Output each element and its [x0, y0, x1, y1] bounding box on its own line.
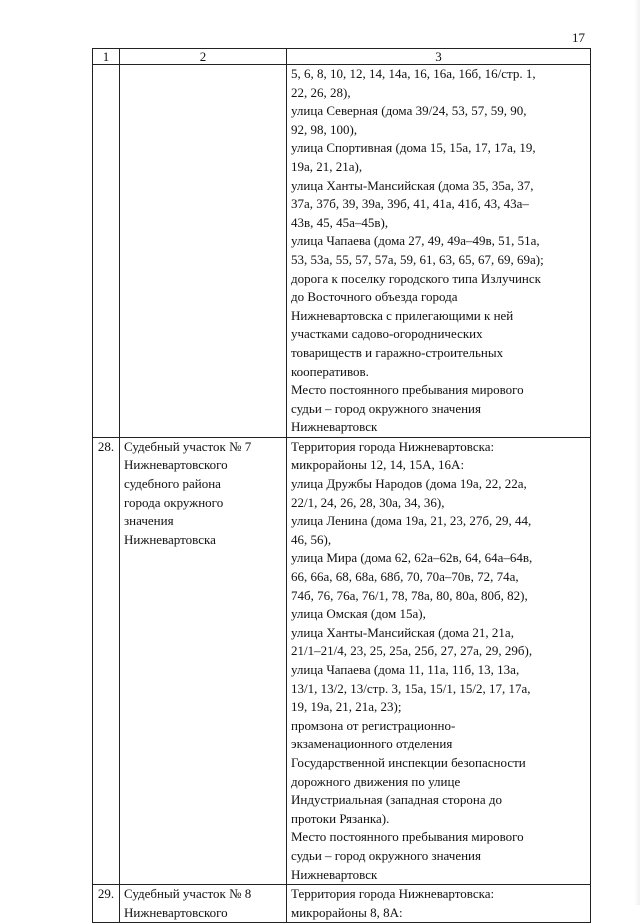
text-line: города окружного	[124, 494, 224, 510]
text-line: участками садово-огороднических	[291, 326, 483, 342]
text-line: экзаменационного отделения	[291, 736, 453, 752]
text-line: Нижневартовск	[291, 866, 378, 882]
text-line: микрорайоны 12, 14, 15А, 16А:	[291, 457, 465, 473]
text-line: кооперативов.	[291, 363, 369, 379]
text-line: Нижневартовского	[124, 904, 228, 920]
page-number: 17	[572, 30, 585, 45]
text-line: 19а, 21, 21а),	[291, 158, 363, 174]
text-line: 43в, 45, 45а–45в),	[291, 214, 389, 230]
header-col-2: 2	[120, 49, 287, 65]
text-line: Место постоянного пребывания мирового	[291, 829, 524, 845]
text-line: 13/1, 13/2, 13/стр. 3, 15а, 15/1, 15/2, 17, 17а,	[291, 680, 531, 696]
text-line: улица Мира (дома 62, 62а–62в, 64, 64а–64в,	[291, 550, 533, 566]
text-line: 74б, 76, 76а, 76/1, 78, 78а, 80, 80а, 80б, 82),	[291, 587, 528, 603]
text-line: 19, 19а, 21, 21а, 23);	[291, 699, 402, 715]
text-line: 92, 98, 100),	[291, 121, 358, 137]
district-name	[120, 885, 287, 923]
text-line: Судебный участок № 7	[124, 438, 252, 454]
row-number: 29.	[93, 885, 120, 923]
table-row	[93, 437, 591, 884]
table-row	[93, 65, 591, 438]
header-col-3: 3	[287, 49, 591, 65]
text-line: 22, 26, 28),	[291, 84, 351, 100]
text-line: Нижневартовск	[291, 419, 378, 435]
text-line: товариществ и гаражно-строительных	[291, 344, 504, 360]
text-line: Место постоянного пребывания мирового	[291, 382, 524, 398]
district-name	[120, 65, 287, 438]
text-line: микрорайоны 8, 8А:	[291, 904, 403, 920]
district-name	[120, 437, 287, 884]
text-line: Нижневартовска с прилегающими к ней	[291, 307, 514, 323]
district-territory	[287, 65, 591, 438]
text-line: улица Чапаева (дома 11, 11а, 11б, 13, 13а,	[291, 662, 520, 677]
table-header-row	[93, 49, 591, 65]
text-line: 22/1, 24, 26, 28, 30а, 34, 36),	[291, 494, 445, 510]
text-line: Судебный участок № 8	[124, 886, 252, 902]
court-districts-table	[92, 48, 591, 923]
text-line: улица Чапаева (дома 27, 49, 49а–49в, 51, 51а,	[291, 233, 540, 249]
text-line: Нижневартовского	[124, 457, 228, 473]
text-line: 5, 6, 8, 10, 12, 14, 14а, 16, 16а, 16б, 16/стр. 1,	[291, 66, 536, 81]
text-line: судьи – город окружного значения	[291, 847, 481, 863]
district-territory	[287, 437, 591, 884]
text-line: 21/1–21/4, 23, 25, 25а, 25б, 27, 27а, 29, 29б),	[291, 643, 533, 659]
scan-edge-shadow	[634, 0, 640, 905]
header-col-1: 1	[93, 49, 120, 65]
text-line: улица Ханты-Мансийская (дома 21, 21а,	[291, 624, 514, 640]
text-line: судебного района	[124, 476, 221, 492]
text-line: улица Омская (дом 15а),	[291, 606, 426, 622]
text-line: промзона от регистрационно-	[291, 717, 456, 733]
text-line: улица Спортивная (дома 15, 15а, 17, 17а, 19,	[291, 140, 536, 156]
text-line: 46, 56),	[291, 531, 332, 547]
text-line: Территория города Нижневартовска:	[291, 438, 495, 454]
text-line: 53, 53а, 55, 57, 57а, 59, 61, 63, 65, 67, 69, 69а);	[291, 251, 544, 267]
text-line: значения	[124, 513, 174, 529]
text-line: дорожного движения по улице	[291, 773, 461, 789]
text-line: до Восточного объезда города	[291, 289, 458, 305]
text-line: улица Северная (дома 39/24, 53, 57, 59, 90,	[291, 103, 527, 119]
text-line: Территория города Нижневартовска:	[291, 886, 495, 902]
row-number: 28.	[93, 437, 120, 884]
text-line: улица Ленина (дома 19а, 21, 23, 27б, 29, 44,	[291, 513, 532, 529]
text-line: протоки Рязанка).	[291, 810, 390, 826]
text-line: Государственной инспекции безопасности	[291, 754, 526, 770]
text-line: Индустриальная (западная сторона до	[291, 792, 503, 808]
text-line: судьи – город окружного значения	[291, 400, 481, 416]
text-line: 37а, 37б, 39, 39а, 39б, 41, 41а, 41б, 43, 43а–	[291, 196, 529, 212]
text-line: 66, 66а, 68, 68а, 68б, 70, 70а–70в, 72, 74а,	[291, 569, 519, 585]
text-line: дорога к поселку городского типа Излучинск	[291, 270, 541, 286]
table-row	[93, 885, 591, 923]
text-line: Нижневартовска	[124, 531, 216, 547]
text-line: улица Ханты-Мансийская (дома 35, 35а, 37,	[291, 177, 534, 193]
text-line: улица Дружбы Народов (дома 19а, 22, 22а,	[291, 476, 527, 492]
row-number	[93, 65, 120, 438]
district-territory	[287, 885, 591, 923]
